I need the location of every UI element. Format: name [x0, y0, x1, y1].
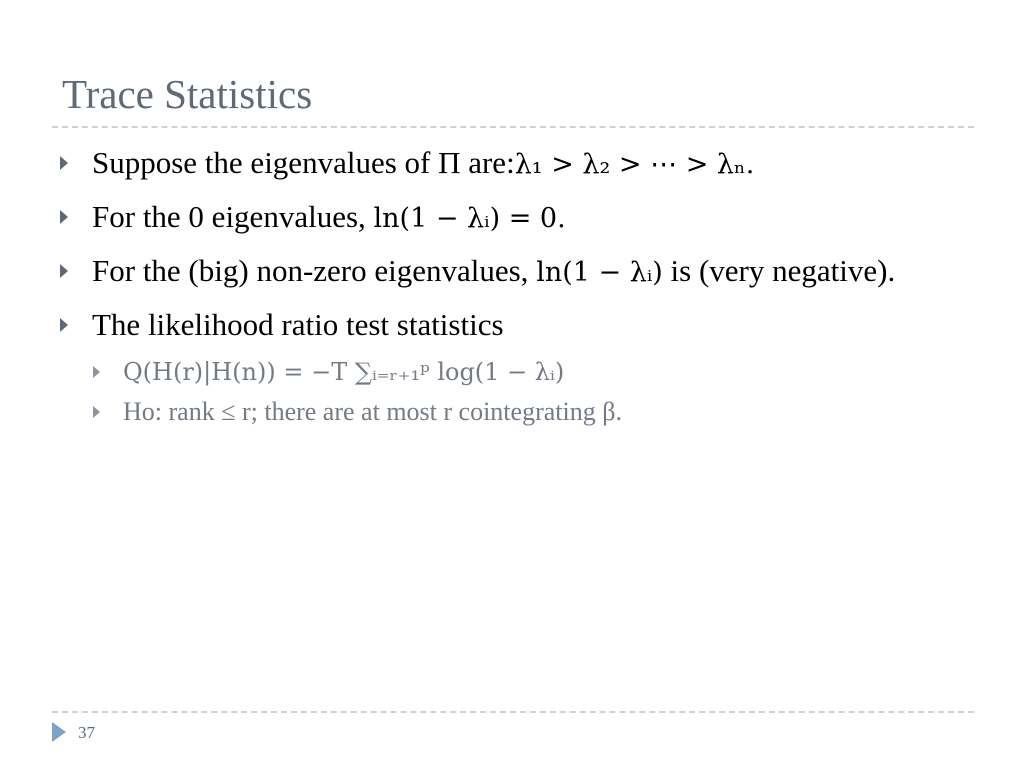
title-divider	[52, 126, 974, 128]
bullet-arrow-icon	[60, 156, 68, 170]
bullet-math: ln(1 − λᵢ) = 0.	[373, 203, 566, 234]
bullet-math: λ₁ > λ₂ > ⋯ > λₙ.	[514, 149, 755, 180]
bullet-text: For the 0 eigenvalues,	[92, 199, 374, 234]
subbullet-null-hypothesis	[60, 394, 960, 430]
bullet-text-after: is (very negative).	[662, 253, 896, 288]
bullet-text: For the (big) non-zero eigenvalues,	[92, 253, 537, 288]
footer-triangle-icon	[52, 722, 66, 742]
page-number: 37	[78, 723, 95, 742]
bullet-arrow-icon	[60, 318, 68, 332]
bullet-eigenvalues-order	[60, 140, 960, 188]
slide-title: Trace Statistics	[62, 71, 313, 117]
slide-content	[60, 140, 960, 434]
subbullet-arrow-icon	[93, 366, 100, 378]
subbullet-trace-formula	[60, 354, 960, 390]
bullet-likelihood-ratio	[60, 302, 960, 348]
bullet-text: The likelihood ratio test statistics	[92, 307, 504, 342]
subbullet-text: Ho: rank ≤ r; there are at most r cointegrating β.	[123, 397, 622, 426]
footer-divider	[52, 711, 974, 713]
bullet-nonzero-eigenvalues	[60, 248, 960, 296]
subbullet-arrow-icon	[93, 406, 100, 418]
trace-formula: Q(H(r)|H(n)) = −T ∑ᵢ₌ᵣ₊₁ᵖ log(1 − λᵢ)	[123, 358, 565, 386]
bullet-arrow-icon	[60, 210, 68, 224]
bullet-zero-eigenvalues	[60, 194, 960, 242]
bullet-math: ln(1 − λᵢ)	[536, 257, 663, 288]
bullet-text: Suppose the eigenvalues of Π are:	[92, 145, 515, 180]
bullet-arrow-icon	[60, 264, 68, 278]
